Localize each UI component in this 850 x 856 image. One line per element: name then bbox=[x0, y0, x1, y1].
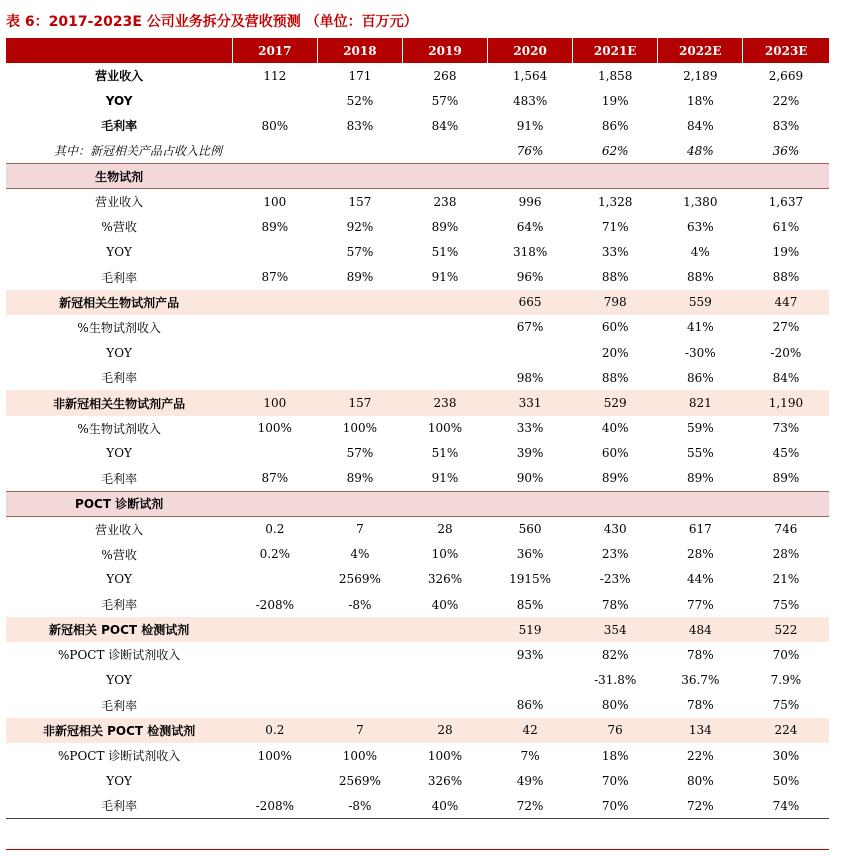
table-row bbox=[6, 743, 829, 768]
table-cell bbox=[232, 290, 317, 315]
table-cell bbox=[317, 365, 402, 390]
table-row bbox=[6, 365, 829, 390]
table-cell: 33% bbox=[601, 244, 629, 259]
table-cell: 60% bbox=[601, 320, 629, 335]
table-cell bbox=[232, 768, 317, 793]
table-row bbox=[6, 63, 829, 88]
table-row bbox=[6, 592, 829, 617]
table-cell: 89% bbox=[346, 471, 374, 486]
table-cell bbox=[232, 491, 317, 516]
table-cell bbox=[232, 239, 317, 264]
table-cell: -208% bbox=[255, 597, 294, 612]
subsection-row bbox=[6, 390, 829, 415]
table-cell bbox=[402, 139, 487, 164]
table-cell bbox=[402, 164, 487, 189]
table-cell: 100% bbox=[427, 421, 463, 436]
table-cell: 0.2 bbox=[265, 522, 285, 537]
table-cell: 2,189 bbox=[683, 68, 718, 83]
row-label: %POCT 诊断试剂收入 bbox=[57, 749, 181, 764]
table-cell: 48% bbox=[686, 143, 714, 158]
table-cell: 91% bbox=[431, 471, 459, 486]
column-header: 2017 bbox=[232, 38, 317, 63]
table-cell bbox=[488, 668, 573, 693]
column-header: 2019 bbox=[402, 38, 487, 63]
table-cell: 2569% bbox=[338, 572, 381, 587]
table-row bbox=[6, 340, 829, 365]
table-cell: 0.2% bbox=[259, 547, 291, 562]
table-cell: 0.2 bbox=[232, 718, 317, 743]
table-cell: 50% bbox=[772, 773, 800, 788]
table-cell: 617 bbox=[688, 522, 712, 537]
table-cell bbox=[743, 164, 829, 189]
table-cell: 84% bbox=[772, 370, 800, 385]
table-cell: 70% bbox=[772, 647, 800, 662]
table-cell bbox=[317, 139, 402, 164]
table-body bbox=[6, 63, 829, 819]
table-row bbox=[6, 693, 829, 718]
table-cell: 87% bbox=[261, 471, 289, 486]
table-cell: 157 bbox=[317, 390, 402, 415]
row-label: YOY bbox=[106, 572, 132, 587]
table-cell: 268 bbox=[433, 68, 457, 83]
table-cell bbox=[317, 164, 402, 189]
table-cell: 28% bbox=[686, 547, 714, 562]
section-row bbox=[6, 491, 829, 516]
table-cell: 88% bbox=[772, 270, 800, 285]
table-cell: 238 bbox=[433, 194, 457, 209]
table-cell: 64% bbox=[516, 219, 544, 234]
table-cell: 80% bbox=[686, 773, 714, 788]
row-label: 毛利率 bbox=[101, 270, 138, 285]
table-cell: 354 bbox=[573, 617, 658, 642]
table-cell: 92% bbox=[346, 219, 374, 234]
table-cell: 73% bbox=[772, 421, 800, 436]
table-cell: 86% bbox=[601, 118, 629, 133]
table-cell: 89% bbox=[261, 219, 289, 234]
table-cell: 40% bbox=[431, 597, 459, 612]
table-cell: 78% bbox=[601, 597, 629, 612]
table-cell: -208% bbox=[232, 793, 317, 818]
column-header bbox=[6, 38, 232, 63]
table-cell bbox=[317, 315, 402, 340]
table-cell: 331 bbox=[488, 390, 573, 415]
table-cell: 22% bbox=[686, 748, 714, 763]
table-cell: 522 bbox=[743, 617, 829, 642]
row-label: 新冠相关 POCT 检测试剂 bbox=[6, 617, 232, 642]
row-label: YOY bbox=[106, 673, 132, 688]
column-header: 2021E bbox=[573, 38, 658, 63]
table-cell bbox=[488, 491, 573, 516]
table-cell: -30% bbox=[684, 345, 716, 360]
table-cell: 77% bbox=[686, 597, 714, 612]
table-cell bbox=[402, 365, 487, 390]
table-cell bbox=[232, 88, 317, 113]
table-cell: 71% bbox=[601, 219, 629, 234]
table-cell: 41% bbox=[686, 320, 714, 335]
table-row bbox=[6, 642, 829, 667]
table-cell: 23% bbox=[601, 547, 629, 562]
table-cell: 1,858 bbox=[598, 68, 633, 83]
table-cell: 39% bbox=[516, 446, 544, 461]
table-cell: 51% bbox=[431, 446, 459, 461]
table-cell: 484 bbox=[658, 617, 743, 642]
table-cell: 55% bbox=[686, 446, 714, 461]
table-cell: 21% bbox=[772, 572, 800, 587]
table-row bbox=[6, 768, 829, 793]
table-cell: 821 bbox=[658, 390, 743, 415]
table-row bbox=[6, 315, 829, 340]
table-row bbox=[6, 214, 829, 239]
table-cell bbox=[232, 441, 317, 466]
table-cell: 519 bbox=[488, 617, 573, 642]
table-cell bbox=[232, 139, 317, 164]
table-cell: 96% bbox=[516, 270, 544, 285]
table-row bbox=[6, 113, 829, 138]
table-row bbox=[6, 416, 829, 441]
table-cell: 33% bbox=[516, 421, 544, 436]
table-cell bbox=[317, 642, 402, 667]
table-row bbox=[6, 139, 829, 164]
table-cell: -20% bbox=[770, 345, 802, 360]
table-cell: 76% bbox=[516, 143, 544, 158]
table-cell: 75% bbox=[772, 597, 800, 612]
table-row bbox=[6, 88, 829, 113]
table-cell: 67% bbox=[516, 320, 544, 335]
table-row bbox=[6, 668, 829, 693]
row-label: 营业收入 bbox=[95, 69, 144, 84]
table-cell: 87% bbox=[261, 270, 289, 285]
table-cell: 1915% bbox=[509, 572, 552, 587]
table-cell bbox=[488, 340, 573, 365]
table-cell bbox=[232, 365, 317, 390]
table-cell bbox=[317, 290, 402, 315]
table-cell: 59% bbox=[686, 421, 714, 436]
table-cell: 76 bbox=[573, 718, 658, 743]
table-cell: 44% bbox=[686, 572, 714, 587]
table-cell: 88% bbox=[686, 270, 714, 285]
row-label: 毛利率 bbox=[101, 119, 138, 134]
table-cell: 57% bbox=[346, 244, 374, 259]
table-cell bbox=[317, 617, 402, 642]
table-cell: 72% bbox=[488, 793, 573, 818]
table-cell: 18% bbox=[601, 748, 629, 763]
table-cell: 100 bbox=[232, 390, 317, 415]
table-cell: 82% bbox=[601, 647, 629, 662]
row-label: 营业收入 bbox=[95, 195, 144, 210]
table-cell: 84% bbox=[686, 118, 714, 133]
table-cell: 83% bbox=[346, 118, 374, 133]
column-header: 2022E bbox=[658, 38, 743, 63]
table-cell: 100% bbox=[257, 748, 292, 763]
table-cell bbox=[402, 642, 487, 667]
table-cell: 83% bbox=[772, 118, 800, 133]
table-cell: 7.9% bbox=[770, 673, 802, 688]
table-cell bbox=[232, 693, 317, 718]
table-cell: 78% bbox=[686, 647, 714, 662]
table-cell: 1,380 bbox=[683, 194, 718, 209]
table-row bbox=[6, 466, 829, 491]
table-row bbox=[6, 265, 829, 290]
row-label: 生物试剂 bbox=[6, 164, 232, 189]
table-cell bbox=[573, 491, 658, 516]
table-cell: 798 bbox=[573, 290, 658, 315]
table-cell: 42 bbox=[488, 718, 573, 743]
table-cell: 36% bbox=[772, 143, 800, 158]
table-cell: 40% bbox=[402, 793, 487, 818]
table-cell bbox=[402, 693, 487, 718]
row-label: 毛利率 bbox=[6, 793, 232, 818]
table-row bbox=[6, 542, 829, 567]
table-cell: 98% bbox=[516, 370, 544, 385]
table-cell: 4% bbox=[690, 244, 710, 259]
table-cell: 28 bbox=[437, 522, 453, 537]
table-cell: 529 bbox=[573, 390, 658, 415]
table-cell bbox=[232, 164, 317, 189]
table-cell: 89% bbox=[431, 219, 459, 234]
row-label: YOY bbox=[106, 244, 132, 259]
row-label: %生物试剂收入 bbox=[77, 421, 161, 436]
table-cell: 88% bbox=[601, 270, 629, 285]
table-cell: 1,190 bbox=[743, 390, 829, 415]
forecast-table bbox=[6, 38, 829, 819]
table-cell: 996 bbox=[518, 194, 542, 209]
table-cell bbox=[317, 693, 402, 718]
table-cell: 90% bbox=[516, 471, 544, 486]
column-header: 2020 bbox=[488, 38, 573, 63]
table-cell: 238 bbox=[402, 390, 487, 415]
table-cell: 36% bbox=[516, 547, 544, 562]
table-cell bbox=[317, 340, 402, 365]
table-cell: 483% bbox=[512, 93, 548, 108]
table-title: 表 6：2017-2023E 公司业务拆分及营收预测 （单位：百万元） bbox=[6, 14, 418, 30]
table-row bbox=[6, 793, 829, 818]
table-cell: 89% bbox=[601, 471, 629, 486]
table-cell bbox=[402, 491, 487, 516]
table-cell: 57% bbox=[346, 446, 374, 461]
table-cell: 28% bbox=[772, 547, 800, 562]
row-label: YOY bbox=[105, 93, 133, 108]
row-label: 新冠相关生物试剂产品 bbox=[6, 290, 232, 315]
table-cell: 665 bbox=[488, 290, 573, 315]
table-cell: 80% bbox=[601, 698, 629, 713]
table-cell bbox=[402, 668, 487, 693]
table-cell: 85% bbox=[516, 597, 544, 612]
table-cell: 2,669 bbox=[768, 68, 804, 83]
subsection-row bbox=[6, 718, 829, 743]
table-cell: 89% bbox=[686, 471, 714, 486]
table-cell: 20% bbox=[601, 345, 629, 360]
row-label: POCT 诊断试剂 bbox=[6, 491, 232, 516]
table-cell bbox=[573, 164, 658, 189]
table-cell: 112 bbox=[263, 68, 287, 83]
column-header: 2023E bbox=[743, 38, 829, 63]
table-cell: 51% bbox=[431, 244, 459, 259]
table-cell: 57% bbox=[431, 93, 459, 108]
table-cell: 100% bbox=[427, 748, 463, 763]
table-cell bbox=[232, 617, 317, 642]
table-cell: 52% bbox=[346, 93, 374, 108]
table-cell: 19% bbox=[772, 244, 800, 259]
table-row bbox=[6, 567, 829, 592]
table-cell: 28 bbox=[402, 718, 487, 743]
table-cell: 559 bbox=[658, 290, 743, 315]
table-cell bbox=[232, 567, 317, 592]
subsection-row bbox=[6, 617, 829, 642]
table-cell: 7% bbox=[520, 748, 540, 763]
table-cell bbox=[658, 164, 743, 189]
table-cell bbox=[232, 668, 317, 693]
table-cell: 78% bbox=[686, 698, 714, 713]
table-cell: 326% bbox=[427, 773, 463, 788]
table-cell: 18% bbox=[686, 93, 714, 108]
column-header: 2018 bbox=[317, 38, 402, 63]
table-cell: 7 bbox=[317, 718, 402, 743]
table-cell: 84% bbox=[431, 118, 459, 133]
table-cell: 86% bbox=[686, 370, 714, 385]
table-row bbox=[6, 189, 829, 214]
row-label: YOY bbox=[106, 345, 132, 360]
table-cell: 100 bbox=[263, 194, 287, 209]
table-cell: 1,328 bbox=[598, 194, 633, 209]
table-cell: 62% bbox=[601, 143, 629, 158]
table-cell: 36.7% bbox=[681, 673, 720, 688]
row-label: 其中：新冠相关产品占收入比例 bbox=[54, 144, 223, 159]
table-cell: 89% bbox=[772, 471, 800, 486]
row-label: YOY bbox=[106, 446, 132, 461]
table-cell: 1,637 bbox=[768, 194, 804, 209]
table-cell: 7 bbox=[356, 522, 364, 537]
table-cell: 100% bbox=[342, 748, 378, 763]
table-cell bbox=[402, 617, 487, 642]
subsection-row bbox=[6, 290, 829, 315]
row-label: 非新冠相关生物试剂产品 bbox=[6, 390, 232, 415]
table-cell: 560 bbox=[518, 522, 542, 537]
table-cell: 100% bbox=[342, 421, 378, 436]
table-cell: 318% bbox=[512, 244, 548, 259]
table-cell: 171 bbox=[348, 68, 372, 83]
table-cell: 75% bbox=[772, 698, 800, 713]
table-cell: 93% bbox=[516, 647, 544, 662]
table-cell: 10% bbox=[431, 547, 459, 562]
table-cell: 30% bbox=[772, 748, 800, 763]
section-row bbox=[6, 164, 829, 189]
table-cell: 74% bbox=[743, 793, 829, 818]
table-cell: 157 bbox=[348, 194, 372, 209]
table-cell bbox=[743, 491, 829, 516]
table-cell bbox=[232, 340, 317, 365]
table-cell: 447 bbox=[743, 290, 829, 315]
table-cell: 89% bbox=[346, 270, 374, 285]
table-cell: 22% bbox=[772, 93, 800, 108]
table-cell bbox=[402, 315, 487, 340]
table-cell: -31.8% bbox=[594, 673, 637, 688]
row-label: 非新冠相关 POCT 检测试剂 bbox=[6, 718, 232, 743]
table-cell: 60% bbox=[601, 446, 629, 461]
table-cell bbox=[317, 491, 402, 516]
table-row bbox=[6, 239, 829, 264]
row-label: YOY bbox=[106, 773, 132, 788]
table-cell: 1,564 bbox=[512, 68, 548, 83]
table-cell: 70% bbox=[573, 793, 658, 818]
table-cell: 86% bbox=[516, 698, 544, 713]
table-cell: 45% bbox=[772, 446, 800, 461]
table-cell bbox=[232, 315, 317, 340]
row-label: %营收 bbox=[101, 547, 137, 562]
row-label: %生物试剂收入 bbox=[77, 320, 161, 335]
table-cell: 326% bbox=[427, 572, 463, 587]
row-label: 毛利率 bbox=[101, 698, 138, 713]
table-cell: 88% bbox=[601, 370, 629, 385]
table-cell: 61% bbox=[772, 219, 800, 234]
row-label: %POCT 诊断试剂收入 bbox=[57, 648, 181, 663]
table-cell: 91% bbox=[516, 118, 544, 133]
table-cell: -8% bbox=[317, 793, 402, 818]
table-cell: 80% bbox=[261, 118, 289, 133]
table-cell: 72% bbox=[658, 793, 743, 818]
row-label: 毛利率 bbox=[101, 598, 138, 613]
table-cell: -23% bbox=[599, 572, 631, 587]
row-label: %营收 bbox=[101, 220, 137, 235]
table-cell: 63% bbox=[686, 219, 714, 234]
row-label: 营业收入 bbox=[95, 522, 144, 537]
table-cell: 134 bbox=[658, 718, 743, 743]
table-cell: 91% bbox=[431, 270, 459, 285]
header-row bbox=[6, 38, 829, 63]
table-cell: 70% bbox=[601, 773, 629, 788]
table-cell: -8% bbox=[348, 597, 372, 612]
table-cell: 746 bbox=[774, 522, 798, 537]
table-cell: 4% bbox=[350, 547, 370, 562]
footer-divider bbox=[6, 849, 829, 850]
table-cell bbox=[402, 340, 487, 365]
table-cell: 430 bbox=[603, 522, 627, 537]
table-cell: 40% bbox=[601, 421, 629, 436]
table-cell bbox=[488, 164, 573, 189]
table-cell: 100% bbox=[257, 421, 292, 436]
table-cell: 49% bbox=[516, 773, 544, 788]
table-row bbox=[6, 441, 829, 466]
row-label: 毛利率 bbox=[101, 471, 138, 486]
table-cell: 2569% bbox=[338, 773, 381, 788]
row-label: 毛利率 bbox=[101, 371, 138, 386]
table-cell bbox=[317, 668, 402, 693]
table-cell bbox=[402, 290, 487, 315]
table-cell bbox=[232, 642, 317, 667]
table-cell bbox=[658, 491, 743, 516]
table-cell: 27% bbox=[772, 320, 800, 335]
table-row bbox=[6, 516, 829, 541]
table-cell: 19% bbox=[601, 93, 629, 108]
table-cell: 224 bbox=[743, 718, 829, 743]
